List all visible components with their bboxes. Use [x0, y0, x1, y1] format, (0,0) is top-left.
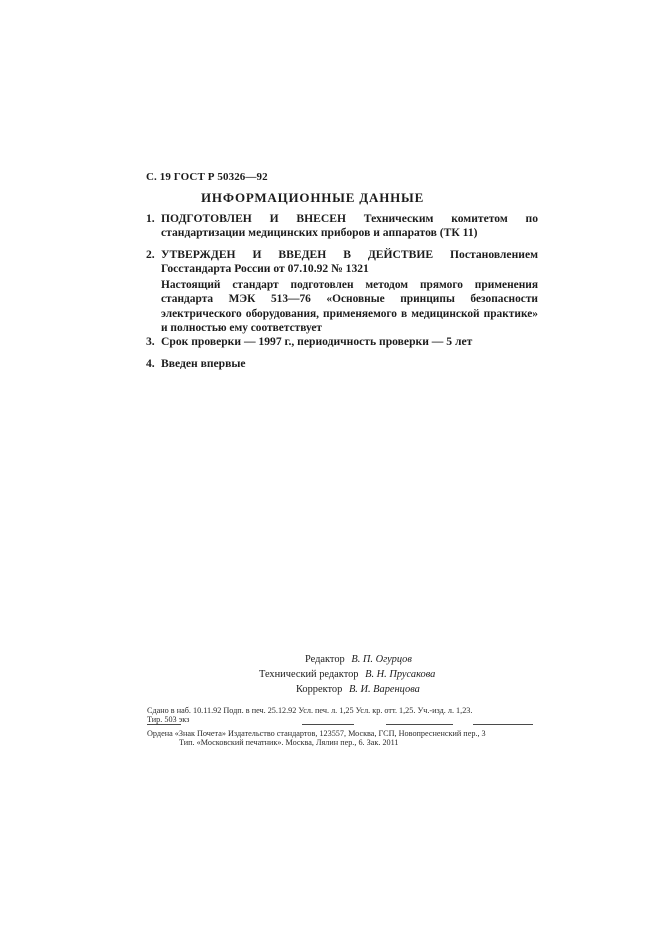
item-text: ПОДГОТОВЛЕН И ВНЕСЕН Техническим комитетом по стандартизации медицинских приборов и аппаратов (ТК 11)	[161, 212, 538, 239]
imprint-line-2: Тир. 503 экз	[147, 715, 190, 724]
credit-name: В. П. Огурцов	[351, 654, 412, 665]
imprint-line-4: Тип. «Московский печатник». Москва, Лялин пер., 6. Зак. 2011	[179, 738, 399, 747]
credit-proofreader	[296, 682, 420, 698]
imprint-divider	[147, 724, 181, 725]
credit-role: Редактор	[305, 654, 345, 665]
item-text: Введен впервые	[161, 357, 246, 370]
imprint-line-3: Ордена «Знак Почета» Издательство стандартов, 123557, Москва, ГСП, Новопресненский пер., 3	[147, 729, 486, 738]
imprint-divider	[386, 724, 453, 725]
item-text: Срок проверки — 1997 г., периодичность проверки — 5 лет	[161, 335, 473, 348]
imprint-divider	[473, 724, 533, 725]
credit-role: Корректор	[296, 684, 343, 695]
credit-name: В. И. Варенцова	[348, 684, 420, 695]
info-item-1	[146, 212, 538, 240]
imprint-divider	[302, 724, 354, 725]
credit-editor	[305, 652, 412, 668]
imprint-line-1: Сдано в наб. 10.11.92 Подп. в печ. 25.12.92 Усл. печ. л. 1,25 Усл. кр. отт. 1,25. Уч.-изд. л. 1,23.	[147, 706, 473, 715]
section-title: ИНФОРМАЦИОННЫЕ ДАННЫЕ	[201, 190, 425, 205]
info-item-2	[146, 248, 538, 276]
item-number: 3.	[146, 335, 155, 348]
credit-technical-editor	[259, 667, 435, 683]
page-header: С. 19 ГОСТ Р 50326—92	[146, 171, 268, 183]
standard-note-paragraph: Настоящий стандарт подготовлен методом прямого применения стандарта МЭК 513—76 «Основные принципы безопасности электрического оборудования, применяемого в медицинской практике» и полностью ему соответствует	[161, 279, 538, 335]
item-text: УТВЕРЖДЕН И ВВЕДЕН В ДЕЙСТВИЕ Постановлением Госстандарта России от 07.10.92 № 1321	[161, 248, 538, 275]
item-number: 4.	[146, 357, 155, 370]
info-item-4	[146, 357, 538, 371]
item-number: 1.	[146, 212, 155, 225]
item-number: 2.	[146, 248, 155, 261]
credit-name: В. Н. Прусакова	[365, 669, 436, 680]
credit-role: Технический редактор	[259, 669, 359, 680]
info-item-3	[146, 335, 538, 349]
